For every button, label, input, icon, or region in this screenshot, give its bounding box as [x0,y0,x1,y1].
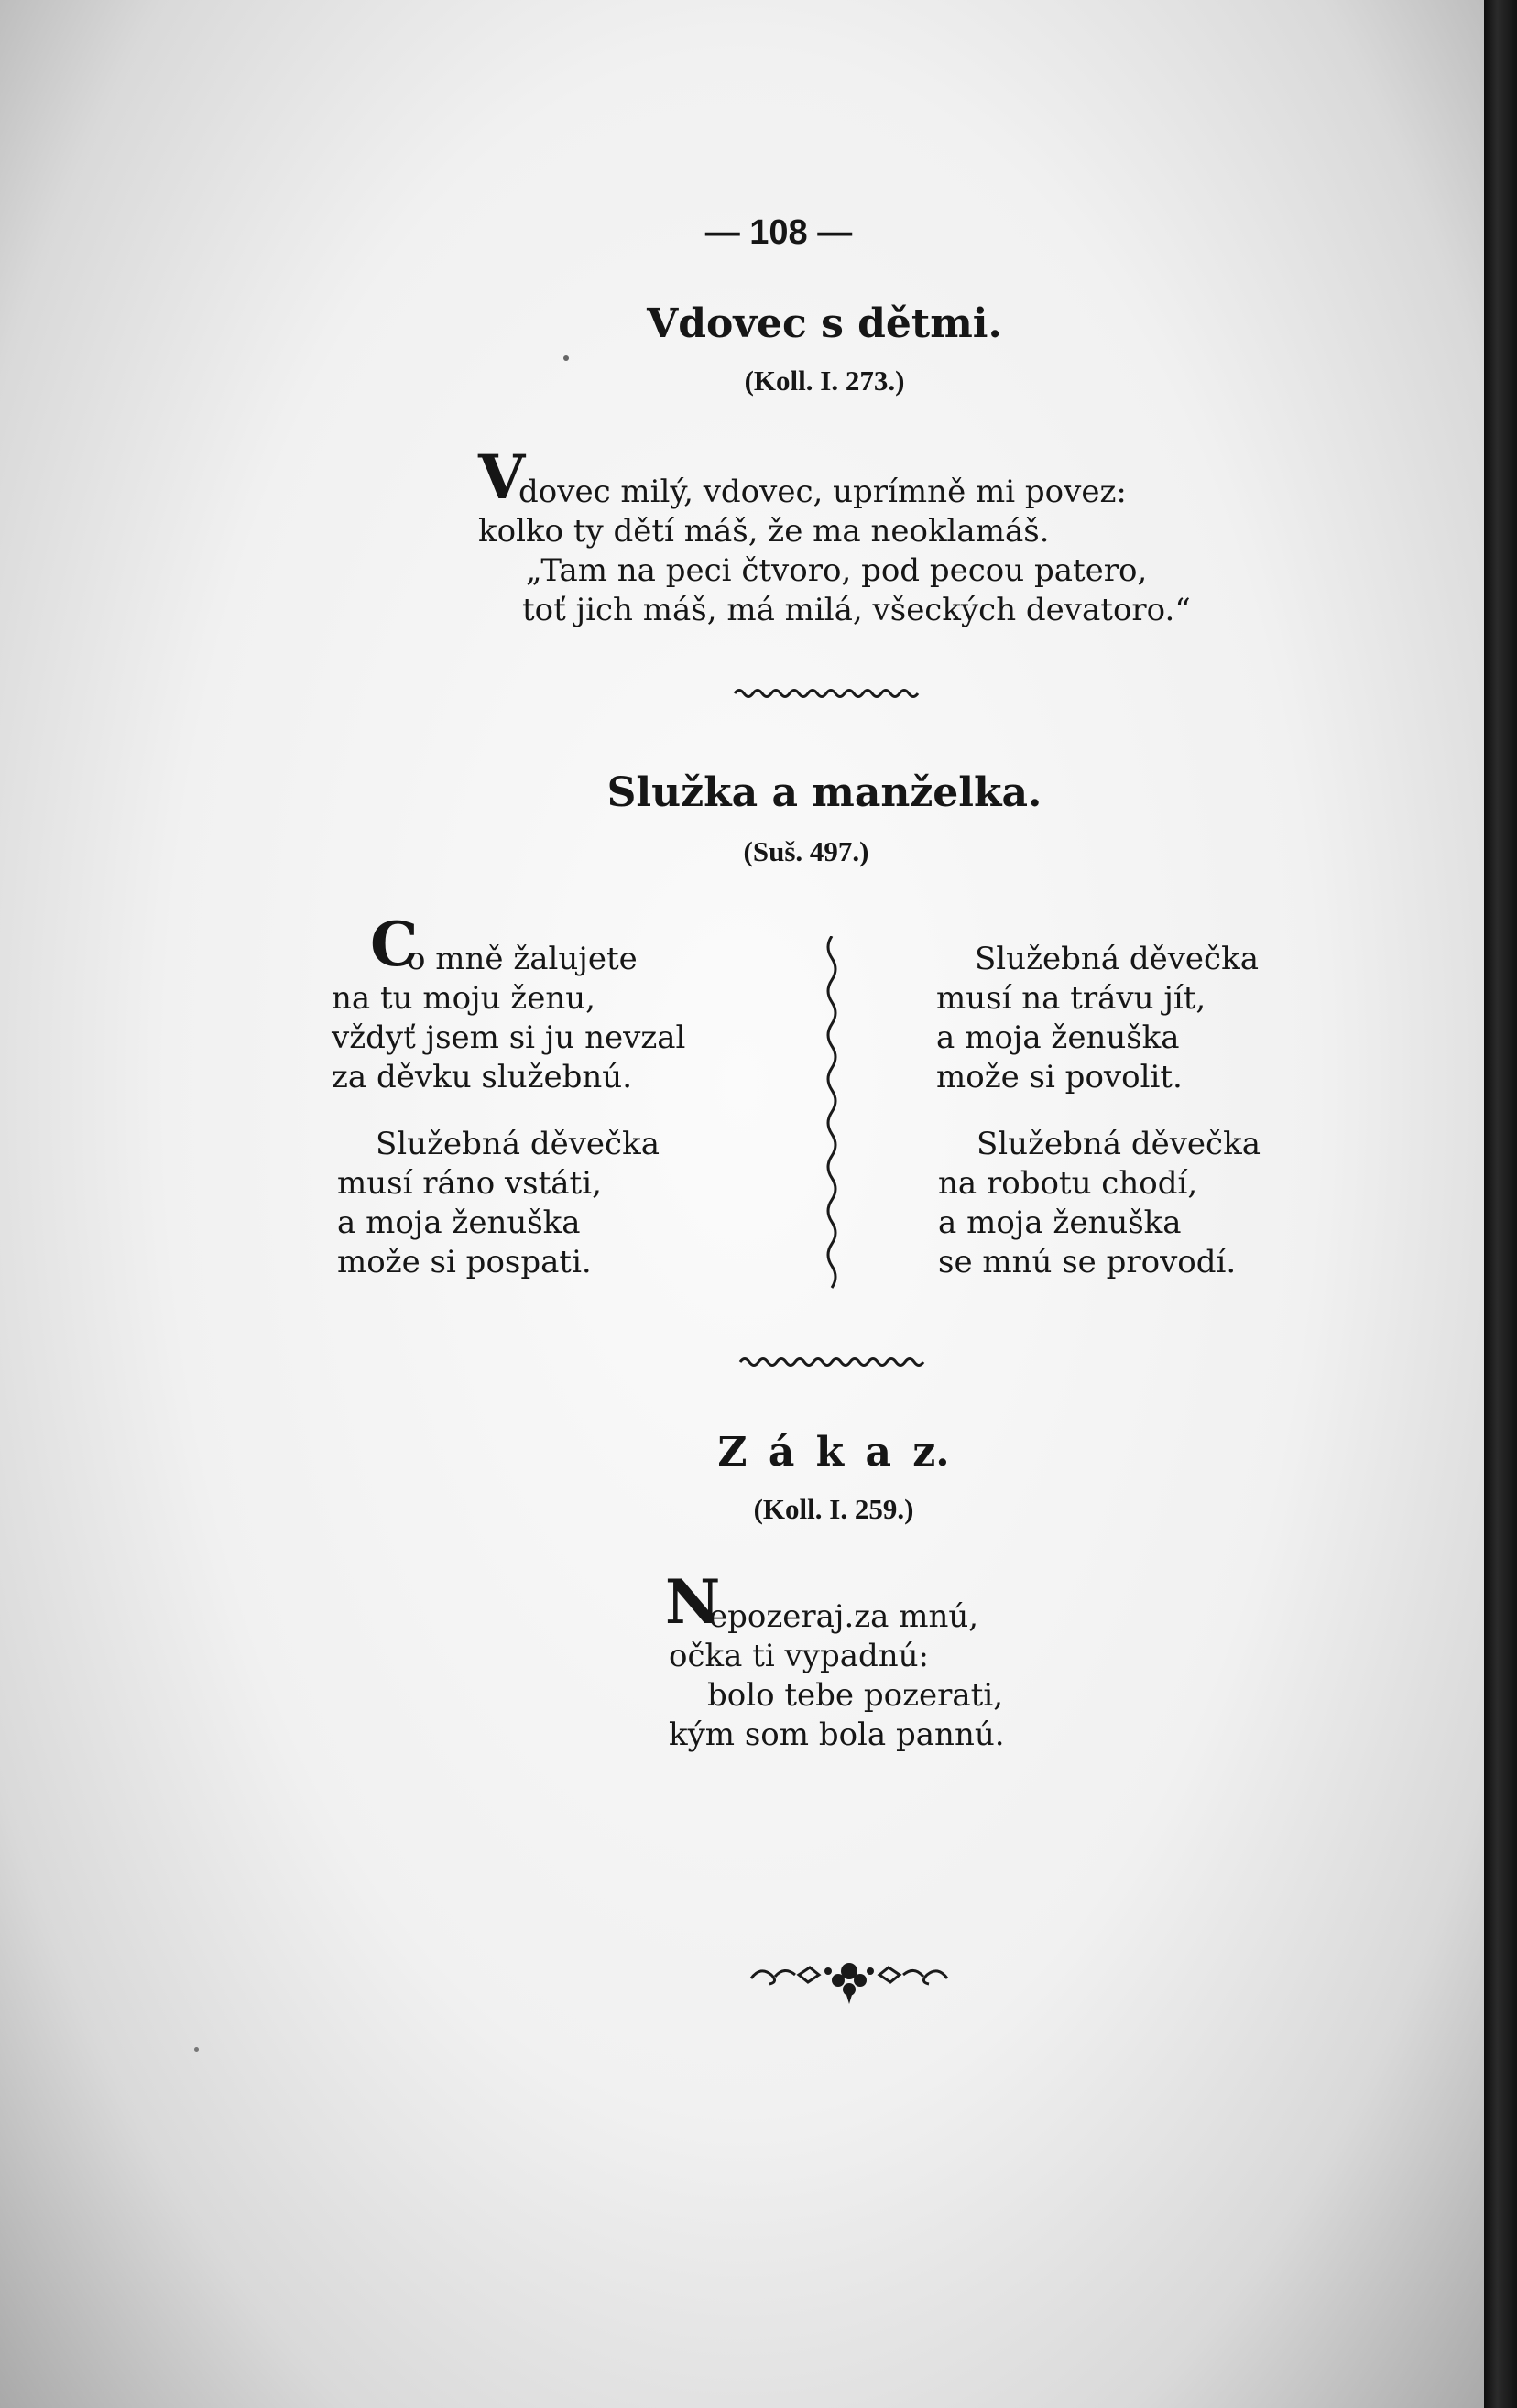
poem-2-left-1-line-3: vždyť jsem si ju nevzal [332,1019,686,1056]
poem-1-line-2: kolko ty dětí máš, že ma neoklamáš. [478,513,1050,550]
wavy-rule-1 [733,685,925,700]
poem-1-source: (Koll. I. 273.) [744,365,905,397]
book-spine-edge [1484,0,1517,2408]
poem-1-initial: V [478,441,526,513]
wavy-rule-2 [738,1354,931,1368]
poem-1-line-3: „Tam na peci čtvoro, pod pecou patero, [526,552,1148,589]
poem-2-left-2-line-3: a moja ženuška [337,1204,581,1241]
poem-1-title: Vdovec s dětmi. [647,300,1002,347]
poem-3-title: Z á k a z. [717,1429,950,1476]
poem-3-initial: N [665,1566,721,1638]
poem-3-source: (Koll. I. 259.) [753,1493,914,1525]
poem-2-left-column [332,909,753,1299]
poem-2-right-1-line-1: Služebná děvečka [975,941,1259,977]
poem-2-right-1-line-4: može si povolit. [936,1059,1183,1095]
poem-2-right-2-line-4: se mnú se provodí. [938,1244,1237,1280]
poem-3-line-2: očka ti vypadnú: [669,1638,930,1674]
poem-2-initial: C [370,909,419,980]
poem-2-left-2-line-2: musí ráno vstáti, [337,1165,602,1202]
poem-2-right-2-line-2: na robotu chodí, [938,1165,1198,1202]
poem-3-body [665,1566,1050,1773]
floral-tailpiece-icon [744,1951,955,2006]
poem-2-right-1-line-2: musí na trávu jít, [936,980,1206,1017]
poem-2-right-2-line-1: Služebná děvečka [977,1126,1261,1162]
poem-2-right-column [931,914,1297,1299]
poem-2-right-2-line-3: a moja ženuška [938,1204,1182,1241]
poem-2-right-1-line-3: a moja ženuška [936,1019,1180,1056]
poem-1-line-1: dovec milý, vdovec, uprímně mi povez: [518,474,1127,510]
poem-2-left-2-line-4: može si pospati. [337,1244,592,1280]
poem-3-line-1: epozeraj.za mnú, [709,1598,979,1635]
poem-2-left-1-line-1: o mně žalujete [407,941,638,977]
poem-2-title: Služka a manželka. [606,769,1042,816]
poem-2-left-1-line-2: na tu moju ženu, [332,980,595,1017]
poem-1-line-4: toť jich máš, má milá, všeckých devatoro.“ [522,592,1191,628]
scan-speck [194,2047,199,2052]
poem-2-left-1-line-4: za děvku služebnú. [332,1059,633,1095]
page-number: — 108 — [704,213,853,252]
column-brace [821,936,843,1293]
poem-2-left-2-line-1: Služebná děvečka [376,1126,660,1162]
poem-3-line-4: kým som bola pannú. [669,1716,1005,1753]
scan-speck [563,355,569,361]
poem-3-line-3: bolo tebe pozerati, [707,1677,1003,1714]
poem-2-source: (Suš. 497.) [743,835,869,867]
